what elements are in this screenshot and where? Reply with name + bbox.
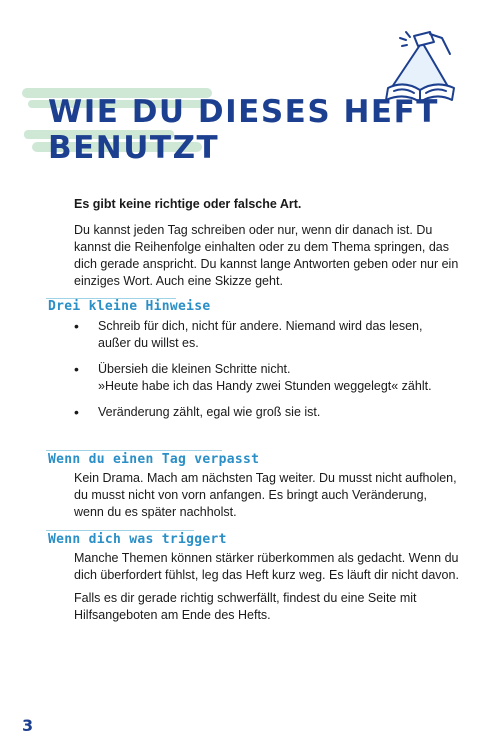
heading-underline — [46, 450, 222, 451]
title-line-2: BENUTZT — [48, 130, 220, 166]
intro-text: Du kannst jeden Tag schreiben oder nur, wenn dir danach ist. Du kannst die Reihenfolge einhalten oder zu dem Thema springen, das dich gerade anspricht. Du kannst lange Antworten geben oder nur ein einziges Wort. Auch eine Skizze geht. — [74, 223, 459, 288]
hints-list — [74, 318, 454, 430]
missed-text: Kein Drama. Mach am nächsten Tag weiter. Du musst nicht aufholen, du musst nicht von vorn anfangen. Es bringt auch Veränderung, wenn du es später nachholst. — [74, 471, 457, 519]
list-item — [74, 318, 454, 352]
list-item-line: • Schreib für dich, nicht für andere. Niemand wird das lesen, — [98, 319, 423, 333]
list-item — [74, 404, 454, 421]
intro-lead: Es gibt keine richtige oder falsche Art. — [74, 197, 302, 211]
title-line-1: WIE DU DIESES HEFT — [48, 94, 439, 130]
list-item-line: außer du willst es. — [98, 336, 199, 350]
trigger-text-2: Falls es dir gerade richtig schwerfällt, findest du eine Seite mit Hilfsangeboten am Ende des Hefts. — [74, 591, 417, 622]
missed-heading: Wenn du einen Tag verpasst — [48, 452, 260, 467]
page-number: 3 — [22, 716, 34, 735]
page-title — [48, 94, 439, 166]
list-item-line: • Übersieh die kleinen Schritte nicht. — [98, 362, 291, 376]
trigger-heading: Wenn dich was triggert — [48, 532, 227, 547]
hints-heading: Drei kleine Hinweise — [48, 299, 211, 314]
list-item-line: • Veränderung zählt, egal wie groß sie ist. — [98, 405, 321, 419]
list-item-line: »Heute habe ich das Handy zwei Stunden weggelegt« zählt. — [98, 379, 432, 393]
heading-underline — [46, 530, 194, 531]
trigger-text-1: Manche Themen können stärker rüberkommen als gedacht. Wenn du dich überfordert fühlst, leg das Heft kurz weg. Es läuft dir nicht davon. — [74, 551, 459, 582]
list-item — [74, 361, 454, 395]
